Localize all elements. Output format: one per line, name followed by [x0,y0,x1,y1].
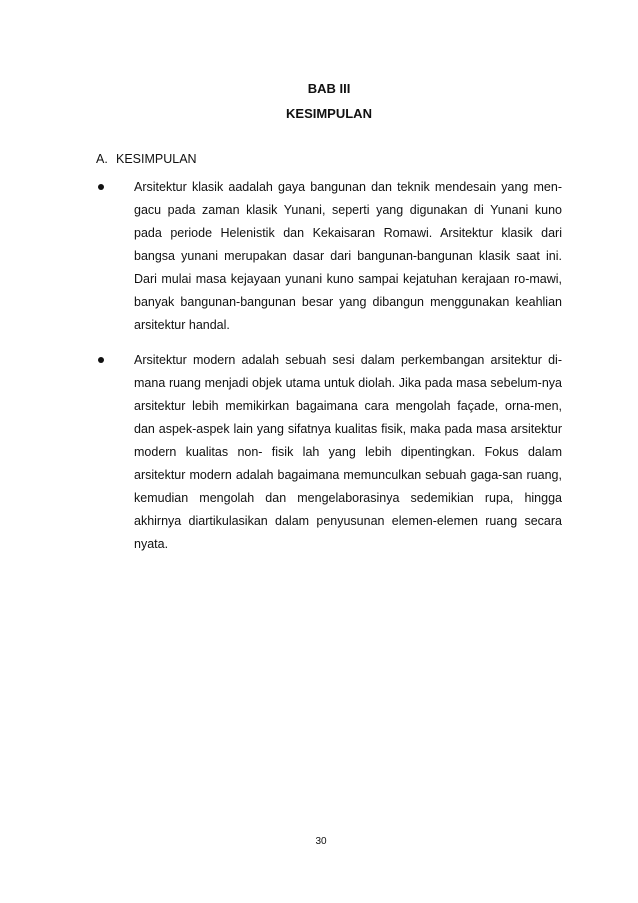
list-item [98,349,562,556]
list-item-text: Arsitektur klasik aadalah gaya bangunan dan teknik mendesain yang men-gacu pada zaman klasik Yunani, seperti yang digunakan di Yunani kuno pada periode Helenistik dan Kekaisaran Romawi. Arsitektur klasik dari bangsa yunani merupakan dasar dari bangunan-bangunan klasik saat ini. Dari mulai masa kejayaan yunani kuno sampai kejatuhan kerajaan ro-mawi, banyak bangunan-bangunan besar yang dibangun menggunakan keahlian arsitektur handal. [134,180,562,332]
bullet-icon [98,357,104,363]
bullet-icon [98,184,104,190]
section-heading [96,152,197,166]
list-item-text: Arsitektur modern adalah sebuah sesi dalam perkembangan arsitektur di-mana ruang menjadi objek utama untuk diolah. Jika pada masa sebelum-nya arsitektur lebih memikirkan bagaimana cara mengolah façade, orna-men, dan aspek-aspek lain yang sifatnya kualitas fisik, maka pada masa arsitektur modern kualitas non- fisik lah yang lebih dipentingkan. Fokus dalam arsitektur modern adalah bagaimana memunculkan sebuah gaga-san ruang, kemudian mengolah dan mengelaborasinya sedemikian rupa, hingga akhirnya diartikulasikan dalam penyusunan elemen-elemen ruang secara nyata. [134,353,562,551]
conclusion-list [98,176,562,568]
chapter-title: KESIMPULAN [286,106,372,121]
list-item [98,176,562,337]
page-number: 30 [315,836,327,847]
section-heading-text: KESIMPULAN [116,152,197,166]
chapter-label: BAB III [307,81,351,96]
section-number: A. [96,152,108,166]
